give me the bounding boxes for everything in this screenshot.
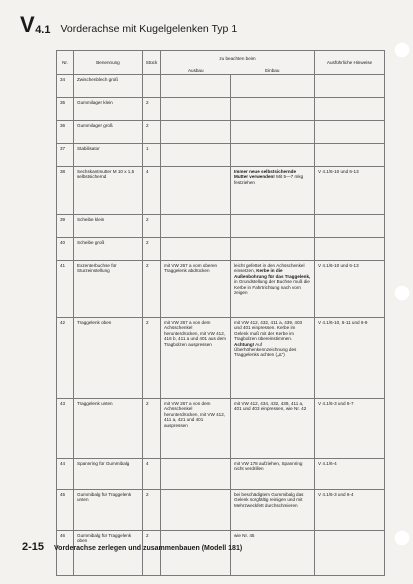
cell-benennung: Traggelenk oben: [74, 318, 143, 399]
cell-nr: 37: [57, 144, 74, 167]
section-subnumber: 4.1: [35, 24, 51, 36]
table-row: [57, 144, 385, 167]
table-row: [57, 318, 385, 399]
cell-benennung: Scheibe klein: [74, 215, 143, 238]
table-row: [57, 399, 385, 459]
cell-einbau: [231, 490, 315, 531]
cell-einbau: [231, 531, 315, 576]
cell-hinweise: V 4.1/6-3 und 6-4: [315, 490, 385, 531]
page-title: Vorderachse mit Kugelgelenken Typ 1: [60, 23, 238, 35]
cell-stueck: [143, 75, 161, 98]
punch-hole-bottom: [394, 530, 410, 546]
header-stueck: Stück: [143, 51, 161, 75]
cell-benennung: Gummibalg für Traggelenk unten: [74, 490, 143, 531]
cell-stueck: 2: [143, 261, 161, 318]
einbau-text: mit VW 412, 434, 432, 439, 411 a, 401 und 403 einpressen, wie Nr. 42: [234, 401, 307, 412]
table-row: [57, 167, 385, 215]
cell-stueck: 2: [143, 399, 161, 459]
cell-stueck: 2: [143, 318, 161, 399]
cell-hinweise: V 4.1/6-3 und 6-7: [315, 399, 385, 459]
footer-title: Vorderachse zerlegen und zusammenbauen (Modell 181): [54, 545, 243, 552]
cell-stueck: 2: [143, 98, 161, 121]
cell-hinweise: V 4.1/6-4: [315, 459, 385, 490]
header-benennung: Benennung: [74, 51, 143, 75]
cell-einbau: [231, 75, 315, 98]
page-footer: [22, 541, 242, 553]
table-row: [57, 261, 385, 318]
cell-hinweise: [315, 215, 385, 238]
section-number: V: [20, 12, 35, 37]
cell-einbau: [231, 167, 315, 215]
cell-ausbau: [161, 98, 231, 121]
cell-benennung: Spannring für Gummibalg: [74, 459, 143, 490]
cell-nr: 34: [57, 75, 74, 98]
cell-nr: 39: [57, 215, 74, 238]
cell-nr: 42: [57, 318, 74, 399]
table-row: [57, 75, 385, 98]
einbau-text: mit VW 178 aufziehen, Spannring nicht verdrillen: [234, 461, 303, 472]
cell-nr: 36: [57, 121, 74, 144]
cell-einbau: [231, 318, 315, 399]
einbau-emphasis: Kerbe in die Außenbohrung für das Traggelenk,: [234, 268, 311, 279]
cell-einbau: [231, 121, 315, 144]
cell-ausbau: mit VW 267 a vom oberen Traggelenk abdrücken: [161, 261, 231, 318]
page-header: [20, 14, 237, 36]
table-header-row: [57, 51, 385, 67]
table-row: [57, 531, 385, 576]
table-row: [57, 459, 385, 490]
header-nr: Nr.: [57, 51, 74, 75]
cell-nr: 35: [57, 98, 74, 121]
cell-benennung: Zwischenblech groß: [74, 75, 143, 98]
cell-benennung: Scheibe groß: [74, 238, 143, 261]
cell-ausbau: [161, 459, 231, 490]
header-zu-beachten: zu beachten beim: [161, 51, 315, 67]
cell-hinweise: [315, 75, 385, 98]
header-ausbau: Ausbau: [161, 67, 231, 75]
cell-nr: 44: [57, 459, 74, 490]
cell-ausbau: mit VW 267 a von dem Achsschenkel herunterdrücken, mit VW 412, 416 b, 411 a und 401 aus dem Tragbolzen auspressen: [161, 318, 231, 399]
cell-nr: 41: [57, 261, 74, 318]
cell-einbau: [231, 238, 315, 261]
punch-hole-top: [394, 42, 410, 58]
cell-stueck: 2: [143, 531, 161, 576]
einbau-emphasis: Immer neue selbstsichernde Mutter verwenden!: [234, 169, 297, 180]
cell-stueck: 2: [143, 238, 161, 261]
cell-stueck: 2: [143, 215, 161, 238]
cell-ausbau: mit VW 267 a von dem Achsschenkel herunterdrücken, mit VW 412, 411 a, 421 und 401 auspressen: [161, 399, 231, 459]
cell-ausbau: [161, 531, 231, 576]
cell-hinweise: [315, 238, 385, 261]
cell-ausbau: [161, 238, 231, 261]
einbau-note: in Grundstellung der Buchse muß die Kerbe in Fahrtrichtung nach vorn zeigen: [234, 279, 310, 296]
cell-benennung: Stabilisator: [74, 144, 143, 167]
einbau-emphasis: Achtung!: [234, 341, 255, 347]
einbau-note: Auf Überhöhenkennzeichnung des Traggelenks achten („Δ"): [234, 341, 297, 358]
cell-benennung: Gummilager klein: [74, 98, 143, 121]
header-einbau: Einbau: [231, 67, 315, 75]
cell-ausbau: [161, 75, 231, 98]
cell-nr: 45: [57, 490, 74, 531]
table-row: [57, 98, 385, 121]
cell-nr: 46: [57, 531, 74, 576]
cell-nr: 43: [57, 399, 74, 459]
einbau-text: leicht gefettet in den Achsschenkel einsetzen,: [234, 263, 305, 274]
einbau-text: mit VW 412, 432, 411 a, 439, 403 und 401 einpressen. Kerbe im Gelenk muß mit der Kerbe im Tragbolzen übereinstimmen.: [234, 320, 303, 342]
einbau-note: Mit 5—7 mkg festziehen: [234, 174, 304, 185]
cell-hinweise: [315, 531, 385, 576]
parts-table: [56, 50, 385, 576]
cell-stueck: 4: [143, 167, 161, 215]
cell-nr: 40: [57, 238, 74, 261]
cell-hinweise: [315, 98, 385, 121]
cell-benennung: Sechskantmutter M 10 x 1,5 selbstsichernd: [74, 167, 143, 215]
table-row: [57, 121, 385, 144]
punch-hole-middle: [394, 285, 410, 301]
header-hinweise: Ausführliche Hinweise: [315, 51, 385, 75]
cell-einbau: [231, 459, 315, 490]
cell-nr: 38: [57, 167, 74, 215]
cell-hinweise: V 4.1/6-10 und 6-13: [315, 167, 385, 215]
cell-hinweise: [315, 121, 385, 144]
einbau-text: bei beschädigtem Gummibalg das Gelenk sorgfältig reinigen und mit Mehrzweckfett durchschmieren: [234, 492, 304, 508]
cell-benennung: Gummibalg für Traggelenk oben: [74, 531, 143, 576]
cell-benennung: Traggelenk unten: [74, 399, 143, 459]
cell-stueck: 1: [143, 144, 161, 167]
cell-ausbau: [161, 490, 231, 531]
cell-ausbau: [161, 121, 231, 144]
cell-einbau: [231, 215, 315, 238]
table-row: [57, 490, 385, 531]
cell-ausbau: [161, 144, 231, 167]
cell-ausbau: [161, 167, 231, 215]
table-row: [57, 215, 385, 238]
cell-hinweise: [315, 144, 385, 167]
cell-stueck: 4: [143, 459, 161, 490]
cell-einbau: [231, 261, 315, 318]
cell-einbau: [231, 98, 315, 121]
cell-einbau: [231, 144, 315, 167]
einbau-text: wie Nr. 45: [234, 533, 255, 538]
cell-stueck: 2: [143, 121, 161, 144]
cell-hinweise: V 4.1/6-10 und 6-13: [315, 261, 385, 318]
page-number: 2-15: [22, 541, 45, 553]
cell-ausbau: [161, 215, 231, 238]
table-row: [57, 238, 385, 261]
cell-hinweise: V 4.1/6-10, 6-11 und 6-9: [315, 318, 385, 399]
cell-benennung: Gummilager groß: [74, 121, 143, 144]
cell-stueck: 2: [143, 490, 161, 531]
cell-einbau: [231, 399, 315, 459]
cell-benennung: Exzenterbuchse für Sturzeinstellung: [74, 261, 143, 318]
